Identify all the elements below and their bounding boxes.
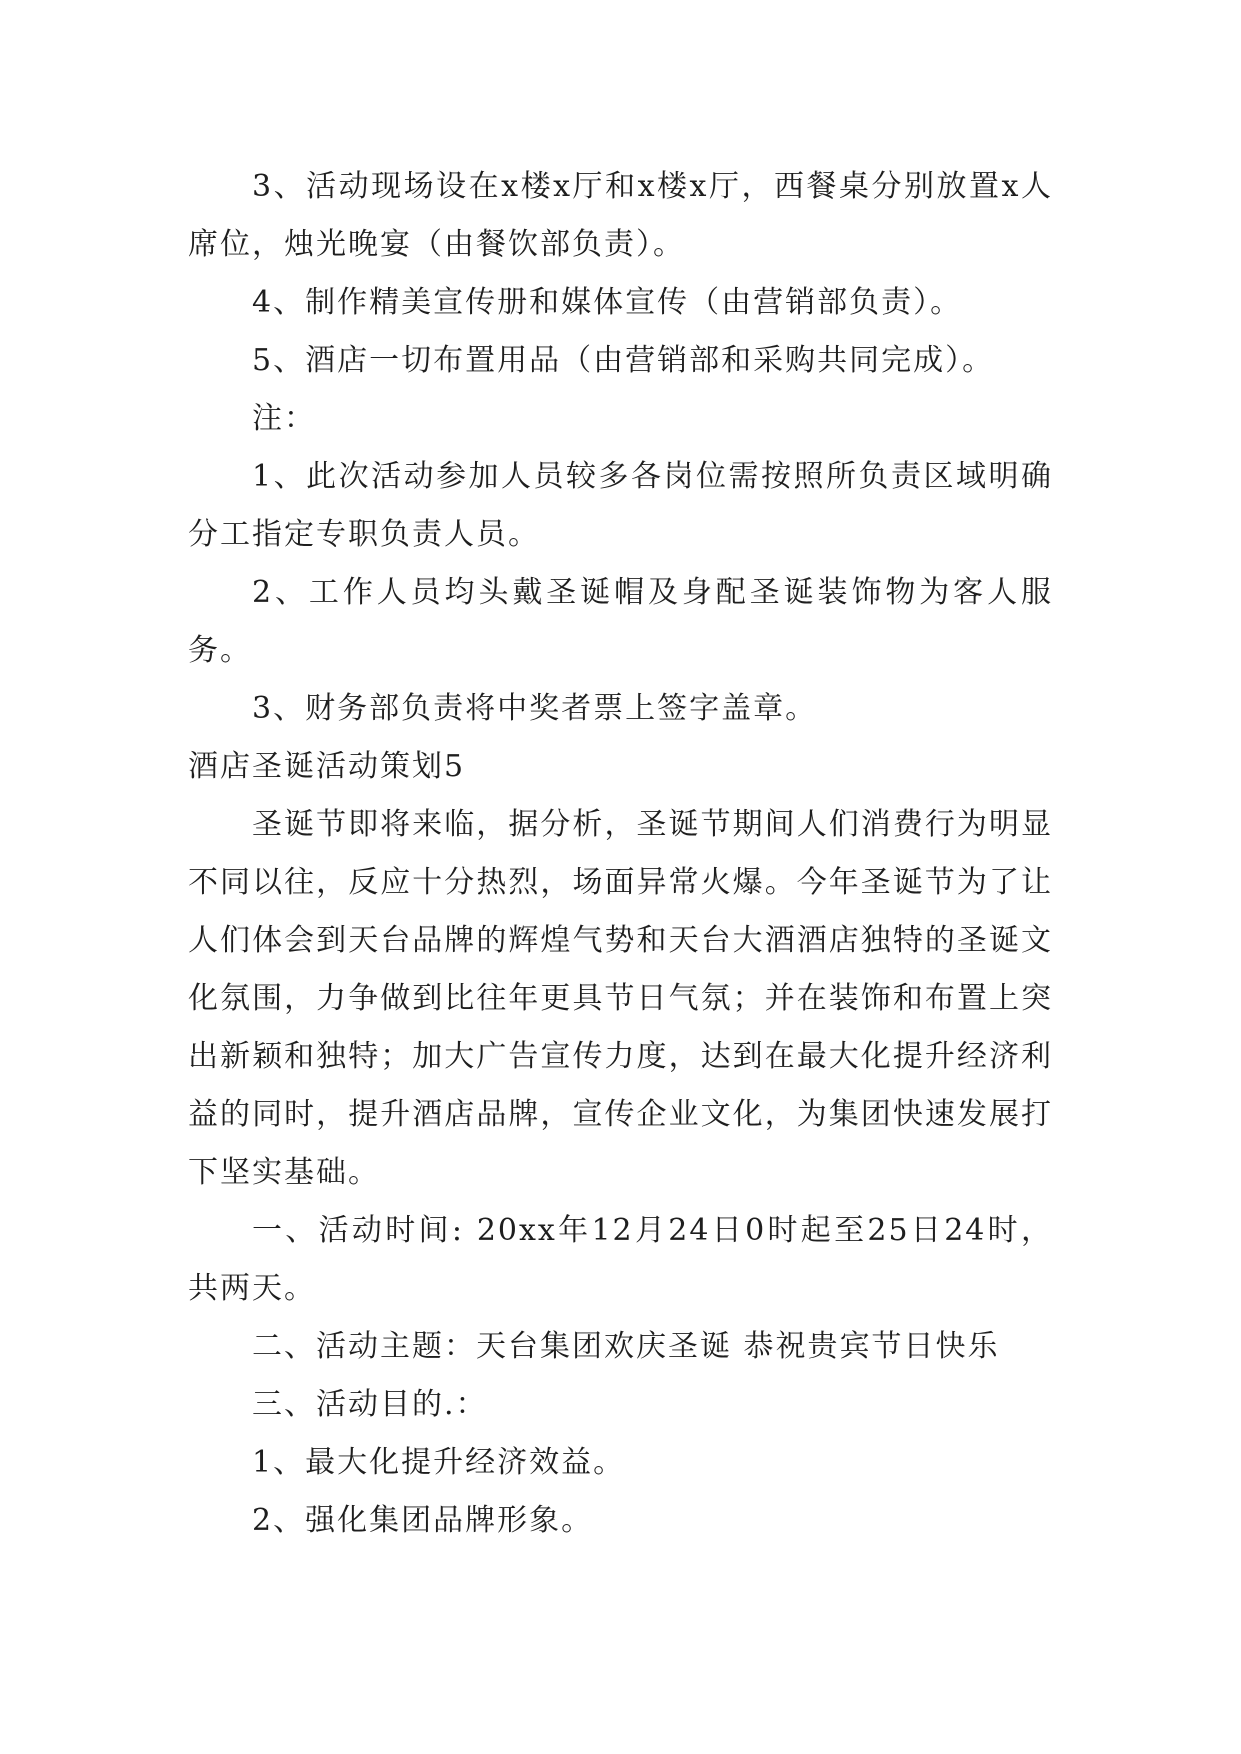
section-title: 酒店圣诞活动策划5 xyxy=(188,749,466,784)
paragraph-venue: 3、活动现场设在x楼x厅和x楼x厅，西餐桌分别放置x人席位，烛光晚宴（由餐饮部负责）。 xyxy=(188,169,1053,262)
paragraph-supplies: 5、酒店一切布置用品（由营销部和采购共同完成）。 xyxy=(252,343,995,378)
paragraph-activity-purpose: 三、活动目的.： xyxy=(252,1387,488,1422)
paragraph-note-1: 1、此次活动参加人员较多各岗位需按照所负责区域明确分工指定专职负责人员。 xyxy=(188,459,1053,552)
paragraph-intro: 圣诞节即将来临，据分析，圣诞节期间人们消费行为明显不同以往，反应十分热烈，场面异常火爆。今年圣诞节为了让人们体会到天台品牌的辉煌气势和天台大酒酒店独特的圣诞文化氛围，力争做到比往年更具节日气氛；并在装饰和布置上突出新颖和独特；加大广告宣传力度，达到在最大化提升经济利益的同时，提升酒店品牌，宣传企业文化，为集团快速发展打下坚实基础。 xyxy=(188,807,1053,1190)
paragraph-purpose-2: 2、强化集团品牌形象。 xyxy=(252,1503,594,1538)
paragraph-activity-time: 一、活动时间: 20xx年12月24日0时起至25日24时，共两天。 xyxy=(188,1213,1053,1306)
paragraph-purpose-1: 1、最大化提升经济效益。 xyxy=(252,1445,626,1480)
document-body xyxy=(188,158,1053,1550)
paragraph-note-3: 3、财务部负责将中奖者票上签字盖章。 xyxy=(252,691,818,726)
paragraph-brochure: 4、制作精美宣传册和媒体宣传（由营销部负责）。 xyxy=(252,285,963,320)
paragraph-note-2: 2、工作人员均头戴圣诞帽及身配圣诞装饰物为客人服务。 xyxy=(188,575,1053,668)
paragraph-activity-theme: 二、活动主题：天台集团欢庆圣诞 恭祝贵宾节日快乐 xyxy=(252,1329,1000,1364)
paragraph-note-heading: 注： xyxy=(252,401,316,436)
